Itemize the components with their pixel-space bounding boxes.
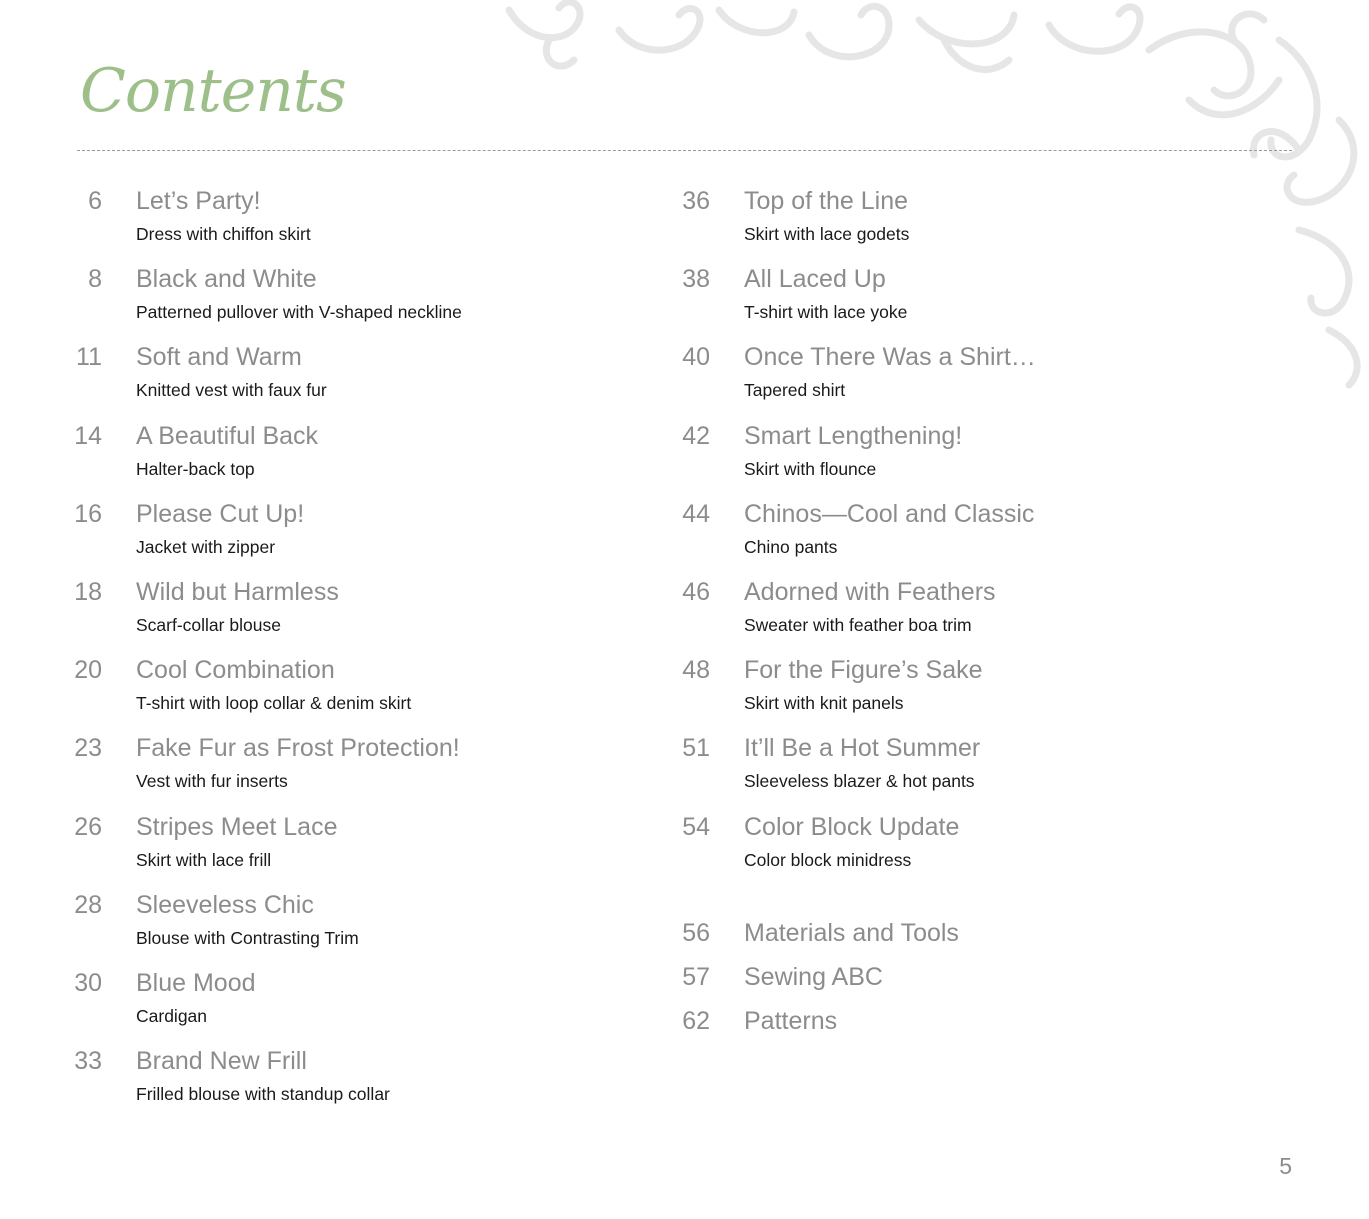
toc-entry-title: Sewing ABC — [744, 963, 883, 991]
toc-entry-subtitle: Blouse with Contrasting Trim — [136, 927, 359, 948]
toc-page-number: 54 — [682, 812, 710, 841]
toc-entry-title: Black and White — [136, 265, 317, 294]
toc-entry-title: Sleeveless Chic — [136, 890, 314, 919]
toc-entry-title: Smart Lengthening! — [744, 421, 963, 450]
toc-page-number: 28 — [74, 890, 102, 919]
toc-entry-title: Cool Combination — [136, 656, 335, 685]
toc-page-number: 38 — [682, 265, 710, 294]
toc-entry-subtitle: T-shirt with lace yoke — [744, 302, 908, 323]
toc-entry-title: Materials and Tools — [744, 919, 959, 947]
toc-page-number: 30 — [74, 968, 102, 997]
toc-entry-title: Please Cut Up! — [136, 499, 305, 528]
toc-entry-subtitle: Chino pants — [744, 536, 838, 557]
toc-page-number: 16 — [74, 499, 102, 528]
toc-entry-subtitle: Sleeveless blazer & hot pants — [744, 771, 975, 792]
toc-entry-title: Soft and Warm — [136, 343, 302, 372]
toc-entry-subtitle: Color block minidress — [744, 849, 912, 870]
page-title: Contents — [80, 56, 346, 126]
toc-entry-title: A Beautiful Back — [136, 421, 319, 450]
toc-entry-title: Color Block Update — [744, 812, 960, 841]
toc-entry-subtitle: T-shirt with loop collar & denim skirt — [136, 693, 412, 714]
toc-entry-title: Adorned with Feathers — [744, 577, 996, 606]
toc-page-number: 42 — [682, 421, 710, 450]
toc-entry-subtitle: Skirt with lace godets — [744, 224, 910, 244]
toc-page-number: 56 — [682, 919, 710, 947]
toc-page-number: 46 — [682, 577, 710, 606]
toc-page-number: 48 — [682, 656, 710, 685]
toc-page-number: 6 — [88, 187, 102, 215]
toc-page-number: 14 — [74, 421, 102, 450]
toc-entry-subtitle: Skirt with knit panels — [744, 693, 904, 714]
toc-page-number: 18 — [74, 577, 102, 606]
toc-entry-subtitle: Dress with chiffon skirt — [136, 224, 311, 244]
toc-entry-subtitle: Cardigan — [136, 1005, 208, 1026]
toc-entry-title: Let’s Party! — [136, 187, 261, 215]
toc-entry-subtitle: Frilled blouse with standup collar — [136, 1084, 390, 1105]
page-number: 5 — [1279, 1153, 1292, 1179]
toc-entry-subtitle: Vest with fur inserts — [136, 771, 288, 792]
toc-entry-title: For the Figure’s Sake — [744, 656, 983, 685]
toc-entry-subtitle: Knitted vest with faux fur — [136, 380, 327, 401]
toc-page-number: 8 — [88, 265, 102, 294]
toc-entry-subtitle: Skirt with lace frill — [136, 849, 272, 870]
toc-entry-title: Wild but Harmless — [136, 577, 339, 606]
toc-page-number: 62 — [682, 1007, 710, 1035]
toc-entry-subtitle: Halter-back top — [136, 458, 255, 479]
toc-entry-title: Fake Fur as Frost Protection! — [136, 734, 460, 763]
toc-page-number: 57 — [682, 963, 710, 991]
dashed-divider — [77, 150, 1292, 151]
toc-page-number: 36 — [682, 187, 710, 215]
toc-page-number: 23 — [74, 734, 102, 763]
toc-entry-subtitle: Scarf-collar blouse — [136, 614, 281, 635]
toc-entry-title: Chinos—Cool and Classic — [744, 499, 1035, 528]
toc-entry-title: Top of the Line — [744, 187, 909, 215]
toc-entry-title: Blue Mood — [136, 968, 256, 997]
toc-page-number: 11 — [76, 343, 102, 372]
toc-entry-subtitle: Jacket with zipper — [136, 536, 276, 557]
toc-entry-subtitle: Tapered shirt — [744, 380, 846, 401]
toc-page-number: 33 — [74, 1047, 102, 1076]
toc-page-number: 20 — [74, 656, 102, 685]
toc-page-number: 26 — [74, 812, 102, 841]
toc-entry-subtitle: Skirt with flounce — [744, 458, 877, 479]
toc-entry-title: Brand New Frill — [136, 1047, 307, 1076]
toc-page-number: 40 — [682, 343, 710, 372]
toc-entry-subtitle: Patterned pullover with V-shaped neckline — [136, 302, 462, 323]
toc-entry-title: It’ll Be a Hot Summer — [744, 734, 981, 763]
toc-entry-title: Patterns — [744, 1007, 838, 1035]
toc-entry-title: Stripes Meet Lace — [136, 812, 338, 841]
toc-page-number: 44 — [682, 499, 710, 528]
toc-page-number: 51 — [682, 734, 710, 763]
toc-entry-subtitle: Sweater with feather boa trim — [744, 614, 972, 635]
toc-entry-title: Once There Was a Shirt… — [744, 343, 1036, 372]
toc-entry-title: All Laced Up — [744, 265, 886, 294]
